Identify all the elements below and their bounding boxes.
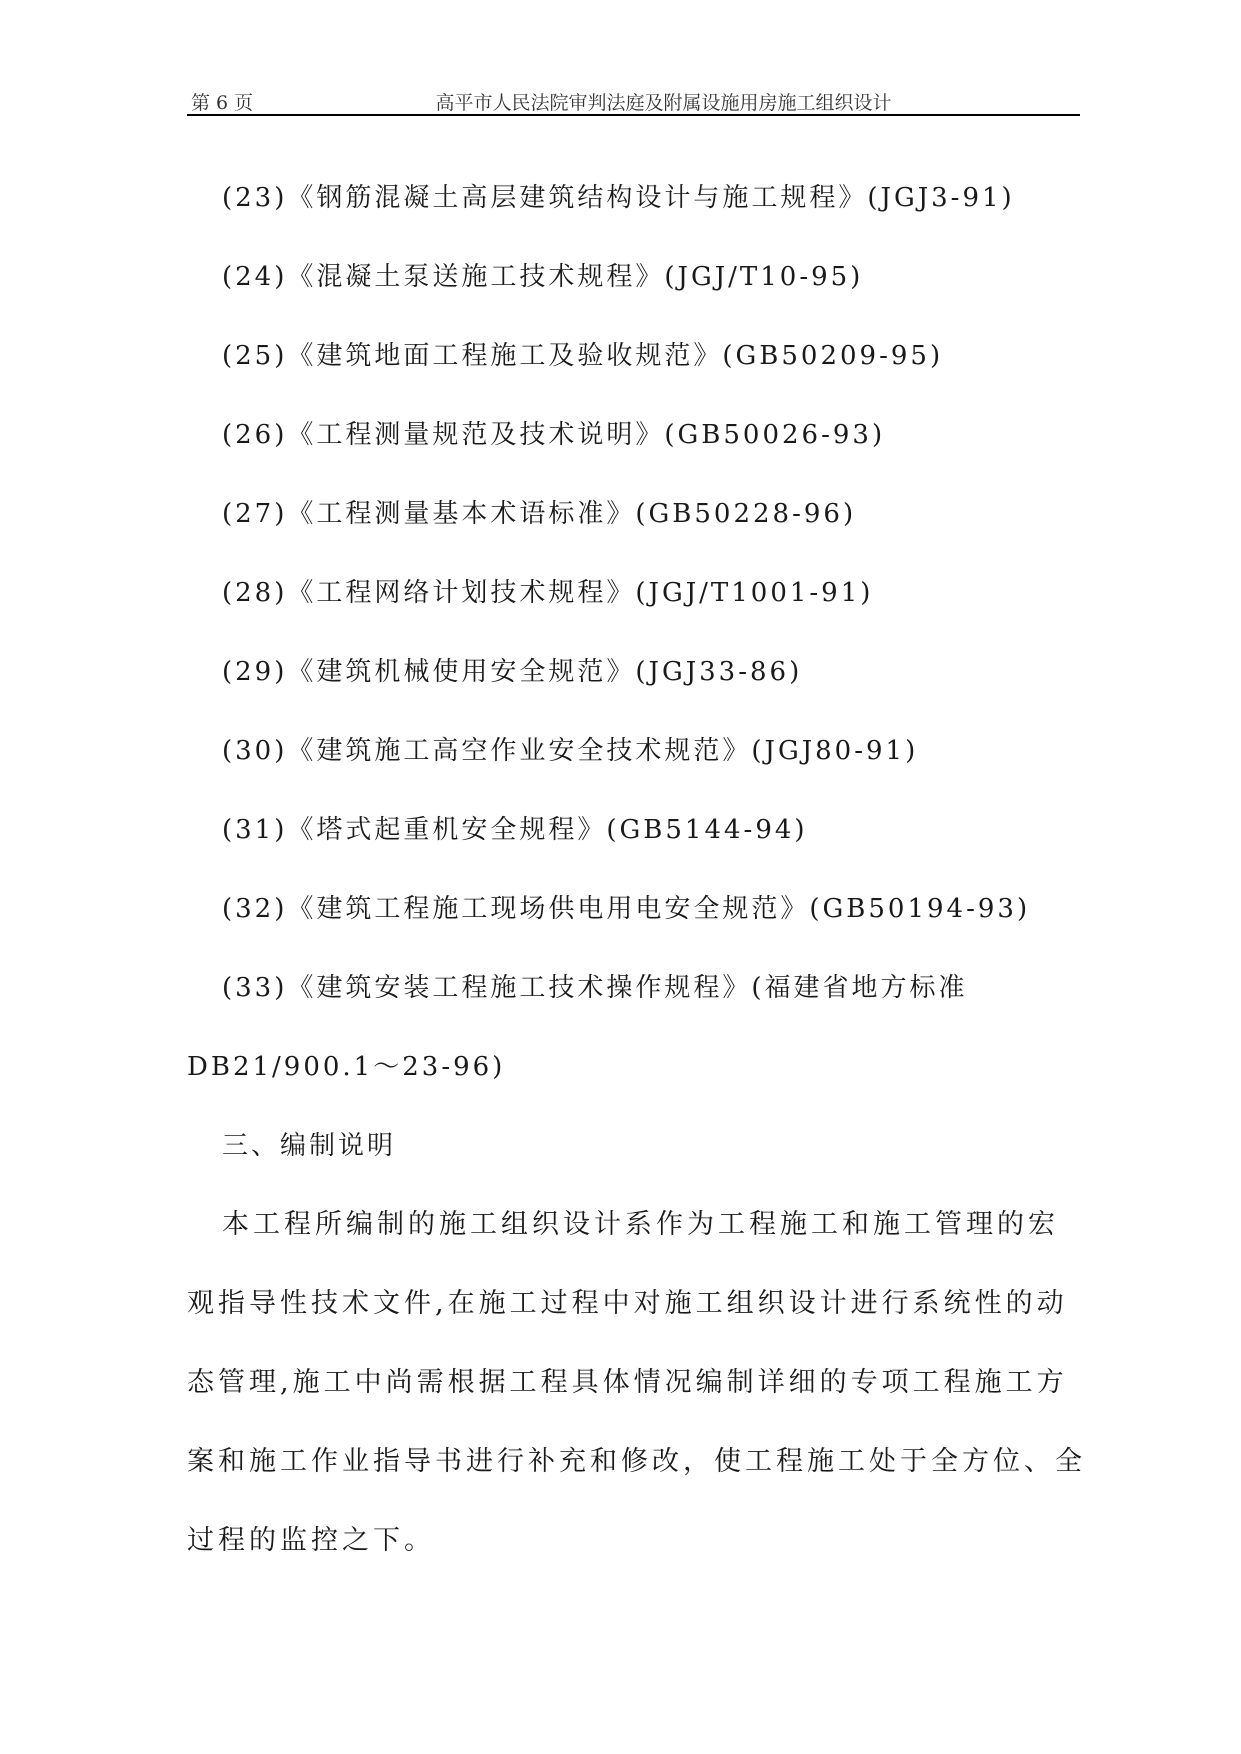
paragraph-line: 本工程所编制的施工组织设计系作为工程施工和施工管理的宏 <box>222 1209 1059 1240</box>
paragraph-line: 过程的监控之下。 <box>187 1525 435 1556</box>
paragraph-line: 观指导性技术文件,在施工过程中对施工组织设计进行系统性的动 <box>187 1288 1068 1319</box>
paragraph-line: 案和施工作业指导书进行补充和修改，使工程施工处于全方位、全 <box>187 1446 1086 1477</box>
reference-item-continuation: DB21/900.1～23-96) <box>187 1052 506 1082</box>
reference-item: (32)《建筑工程施工现场供电用电安全规范》(GB50194-93) <box>222 894 1031 924</box>
reference-item: (27)《工程测量基本术语标准》(GB50228-96) <box>222 499 857 529</box>
paragraph-line: 态管理,施工中尚需根据工程具体情况编制详细的专项工程施工方 <box>187 1367 1068 1398</box>
section-heading: 三、编制说明 <box>222 1131 397 1161</box>
page-header <box>187 84 1080 116</box>
reference-item: (25)《建筑地面工程施工及验收规范》(GB50209-95) <box>222 341 944 371</box>
reference-item: (28)《工程网络计划技术规程》(JGJ/T1001-91) <box>222 578 874 608</box>
reference-item: (23)《钢筋混凝土高层建筑结构设计与施工规程》(JGJ3-91) <box>222 183 1015 213</box>
reference-item: (33)《建筑安装工程施工技术操作规程》(福建省地方标准 <box>222 973 968 1003</box>
reference-item: (29)《建筑机械使用安全规范》(JGJ33-86) <box>222 657 803 687</box>
reference-item: (31)《塔式起重机安全规程》(GB5144-94) <box>222 815 808 845</box>
reference-item: (30)《建筑施工高空作业安全技术规范》(JGJ80-91) <box>222 736 919 766</box>
document-title: 高平市人民法院审判法庭及附属设施用房施工组织设计 <box>435 92 892 114</box>
page-number: 第 6 页 <box>191 92 254 114</box>
reference-item: (26)《工程测量规范及技术说明》(GB50026-93) <box>222 420 886 450</box>
reference-item: (24)《混凝土泵送施工技术规程》(JGJ/T10-95) <box>222 262 864 292</box>
